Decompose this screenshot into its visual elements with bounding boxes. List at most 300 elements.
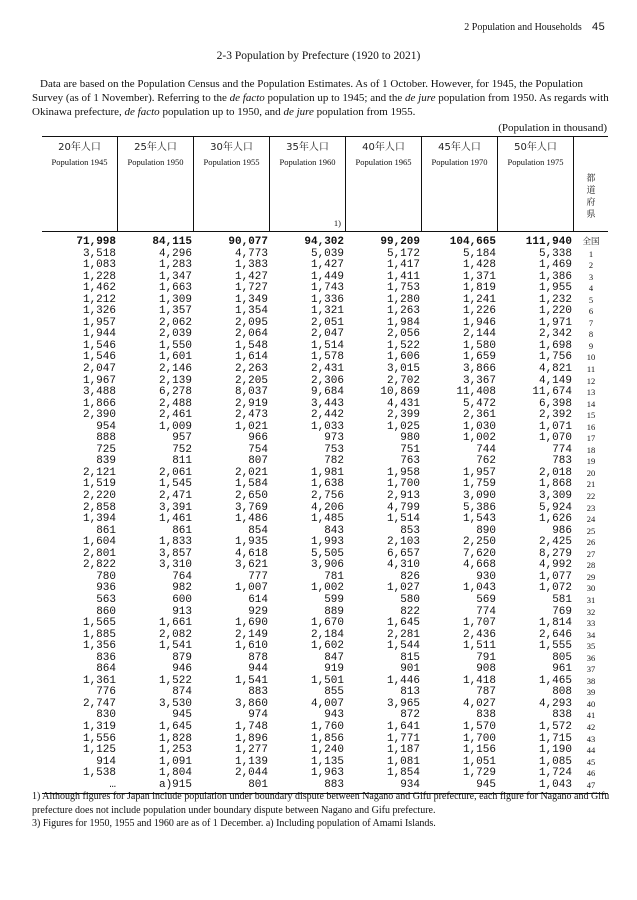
column-header: [118, 137, 194, 231]
population-cell: 1,072: [538, 582, 572, 595]
population-cell: 580: [400, 593, 420, 606]
prefecture-code: 47: [586, 779, 596, 790]
population-cell: 1,546: [82, 351, 116, 364]
population-cell: 600: [172, 593, 192, 606]
population-cell: 1,645: [158, 720, 192, 733]
population-cell: 1,263: [386, 305, 420, 318]
section-title: 2 Population and Households: [464, 22, 582, 33]
population-cell: 1,190: [538, 744, 572, 757]
population-cell: 1,212: [82, 293, 116, 306]
population-cell: 2,361: [462, 409, 496, 422]
population-cell: 3,530: [158, 697, 192, 710]
population-cell: 2,039: [158, 328, 192, 341]
intro-dejure-2: de jure: [283, 106, 314, 118]
population-cell: 2,306: [310, 374, 344, 387]
prefecture-code: 20: [586, 467, 596, 478]
prefecture-code: 44: [586, 745, 596, 756]
population-cell: 1,957: [82, 316, 116, 329]
population-cell: 1,241: [462, 293, 496, 306]
population-cell: 1,081: [386, 755, 420, 768]
population-cell: 1,394: [82, 513, 116, 526]
column-header-en: Population 1950: [127, 157, 184, 167]
population-cell: 1,336: [310, 293, 344, 306]
population-cell: 10,869: [380, 386, 420, 399]
population-cell: 1,541: [158, 640, 192, 653]
population-cell: 1,645: [386, 617, 420, 630]
population-cell: 1,386: [538, 270, 572, 283]
population-cell: 1,139: [234, 755, 268, 768]
population-cell: 1,661: [158, 617, 192, 630]
prefecture-code: 9: [588, 340, 594, 351]
intro-dejure-1: de jure: [405, 92, 436, 104]
population-cell: 879: [172, 651, 192, 664]
population-cell: 1,357: [158, 305, 192, 318]
population-cell: 3,367: [462, 374, 496, 387]
population-cell: 104,665: [449, 236, 496, 248]
prefecture-code: 36: [586, 652, 596, 663]
population-cell: 1,349: [234, 293, 268, 306]
population-cell: 1,856: [310, 732, 344, 745]
population-cell: 1,125: [82, 744, 116, 757]
population-cell: 864: [96, 663, 116, 676]
population-cell: 5,472: [462, 397, 496, 410]
population-cell: 930: [476, 570, 496, 583]
population-cell: 1,981: [310, 466, 344, 479]
population-cell: 1,957: [462, 466, 496, 479]
population-cell: 1,743: [310, 282, 344, 295]
prefecture-code: 31: [586, 594, 596, 605]
population-cell: 791: [476, 651, 496, 664]
population-cell: 2,205: [234, 374, 268, 387]
population-cell: 2,051: [310, 316, 344, 329]
population-cell: 2,801: [82, 547, 116, 560]
population-cell: 874: [172, 686, 192, 699]
population-cell: 1,277: [234, 744, 268, 757]
population-cell: 6,398: [538, 397, 572, 410]
population-cell: 2,184: [310, 628, 344, 641]
population-cell: 599: [324, 593, 344, 606]
population-cell: 2,822: [82, 559, 116, 572]
population-cell: 776: [96, 686, 116, 699]
population-cell: 753: [324, 443, 344, 456]
population-cell: 4,293: [538, 697, 572, 710]
population-cell: 5,172: [386, 247, 420, 260]
footnotes: [32, 790, 612, 831]
prefecture-code: 22: [586, 491, 596, 502]
population-cell: 1,007: [234, 582, 268, 595]
population-cell: 11,674: [532, 386, 572, 399]
population-cell: 5,386: [462, 501, 496, 514]
population-cell: 1,641: [386, 720, 420, 733]
population-cell: 787: [476, 686, 496, 699]
population-cell: 1,804: [158, 767, 192, 780]
population-cell: 1,427: [234, 270, 268, 283]
population-cell: 954: [96, 420, 116, 433]
column-header-jp: 30年人口: [210, 142, 253, 153]
population-cell: 2,056: [386, 328, 420, 341]
population-cell: 4,296: [158, 247, 192, 260]
population-cell: 2,392: [538, 409, 572, 422]
intro-paragraph: [32, 77, 612, 119]
population-cell: 1,638: [310, 478, 344, 491]
population-cell: 781: [324, 570, 344, 583]
population-cell: 2,756: [310, 490, 344, 503]
population-cell: 1,663: [158, 282, 192, 295]
prefecture-code: 39: [586, 687, 596, 698]
population-cell: 854: [248, 524, 268, 537]
population-cell: 3,518: [82, 247, 116, 260]
population-cell: 860: [96, 605, 116, 618]
population-cell: 1,963: [310, 767, 344, 780]
population-cell: 1,541: [234, 674, 268, 687]
population-cell: 1,326: [82, 305, 116, 318]
population-cell: 929: [248, 605, 268, 618]
prefecture-code: 17: [586, 433, 596, 444]
population-cell: 1,724: [538, 767, 572, 780]
population-cell: 836: [96, 651, 116, 664]
prefecture-code: 15: [586, 410, 596, 421]
population-cell: 1,071: [538, 420, 572, 433]
population-cell: 1,556: [82, 732, 116, 745]
population-cell: 1,690: [234, 617, 268, 630]
prefecture-code: 35: [586, 641, 596, 652]
population-cell: 901: [400, 663, 420, 676]
population-cell: 878: [248, 651, 268, 664]
population-cell: 1,025: [386, 420, 420, 433]
population-cell: 1,814: [538, 617, 572, 630]
population-cell: 1,319: [82, 720, 116, 733]
population-cell: 3,965: [386, 697, 420, 710]
population-cell: 763: [400, 455, 420, 468]
population-cell: 1,187: [386, 744, 420, 757]
prefecture-code: 33: [586, 618, 596, 629]
population-cell: 1,727: [234, 282, 268, 295]
prefecture-code: 34: [586, 629, 596, 640]
population-cell: 3,860: [234, 697, 268, 710]
column-header-en: Population 1965: [355, 157, 412, 167]
prefecture-code: 11: [586, 364, 596, 375]
prefecture-code: 23: [586, 502, 596, 513]
column-header-jp: 45年人口: [438, 142, 481, 153]
population-cell: 961: [552, 663, 572, 676]
population-cell: 815: [400, 651, 420, 664]
population-cell: 2,146: [158, 363, 192, 376]
population-cell: 90,077: [228, 236, 268, 248]
population-cell: 1,469: [538, 259, 572, 272]
population-cell: 826: [400, 570, 420, 583]
population-cell: 774: [476, 605, 496, 618]
population-cell: 1,993: [310, 536, 344, 549]
population-cell: 1,570: [462, 720, 496, 733]
population-cell: 1,228: [82, 270, 116, 283]
population-cell: 1,427: [310, 259, 344, 272]
population-table: [42, 136, 608, 794]
population-cell: 6,278: [158, 386, 192, 399]
population-cell: 1,543: [462, 513, 496, 526]
population-cell: 1,971: [538, 316, 572, 329]
prefecture-code: 25: [586, 525, 596, 536]
intro-text-2: population up to 1945; and the: [264, 92, 406, 104]
prefecture-header: [574, 137, 608, 231]
population-cell: 1,771: [386, 732, 420, 745]
column-header-jp: 50年人口: [514, 142, 557, 153]
population-cell: 4,668: [462, 559, 496, 572]
prefecture-code: 全国: [582, 237, 600, 247]
table-row: [42, 641, 608, 653]
population-cell: 986: [552, 524, 572, 537]
population-cell: 1,027: [386, 582, 420, 595]
population-cell: 1,544: [386, 640, 420, 653]
population-cell: 2,121: [82, 466, 116, 479]
prefecture-code: 37: [586, 664, 596, 675]
population-cell: 2,018: [538, 466, 572, 479]
population-cell: 883: [324, 778, 344, 791]
prefecture-code: 12: [586, 375, 596, 386]
population-cell: 4,310: [386, 559, 420, 572]
population-cell: 1,428: [462, 259, 496, 272]
prefecture-code: 29: [586, 571, 596, 582]
population-cell: 769: [552, 605, 572, 618]
population-cell: 5,505: [310, 547, 344, 560]
column-header-en: Population 1975: [507, 157, 564, 167]
population-cell: 752: [172, 443, 192, 456]
column-header-en: Population 1970: [431, 157, 488, 167]
column-header-en: Population 1945: [51, 157, 108, 167]
population-cell: 1,091: [158, 755, 192, 768]
prefecture-code: 45: [586, 756, 596, 767]
population-cell: 3,015: [386, 363, 420, 376]
population-cell: 563: [96, 593, 116, 606]
population-cell: 1,604: [82, 536, 116, 549]
population-cell: 889: [324, 605, 344, 618]
footnote: 3) Figures for 1950, 1955 and 1960 are as of 1 December. a) Including population of Amami Islands.: [32, 818, 436, 829]
population-cell: 945: [172, 709, 192, 722]
population-cell: 2,473: [234, 409, 268, 422]
population-cell: 2,044: [234, 767, 268, 780]
column-header: [194, 137, 270, 231]
population-cell: 2,263: [234, 363, 268, 376]
population-cell: 914: [96, 755, 116, 768]
table-row: [42, 768, 608, 780]
population-cell: 4,618: [234, 547, 268, 560]
prefecture-code: 16: [586, 421, 596, 432]
population-cell: 1,698: [538, 339, 572, 352]
population-cell: 1,002: [462, 432, 496, 445]
population-cell: 1,417: [386, 259, 420, 272]
population-cell: 1,083: [82, 259, 116, 272]
population-cell: 1,601: [158, 351, 192, 364]
population-cell: 2,250: [462, 536, 496, 549]
population-cell: 1,253: [158, 744, 192, 757]
population-cell: 7,620: [462, 547, 496, 560]
population-cell: 581: [552, 593, 572, 606]
population-cell: 1,896: [234, 732, 268, 745]
population-cell: 861: [172, 524, 192, 537]
population-cell: 1,868: [538, 478, 572, 491]
prefecture-code: 4: [588, 283, 594, 294]
population-cell: 1,854: [386, 767, 420, 780]
population-cell: 1,371: [462, 270, 496, 283]
unit-label: (Population in thousand): [498, 122, 607, 134]
population-cell: 2,061: [158, 466, 192, 479]
population-cell: 6,657: [386, 547, 420, 560]
population-cell: 2,149: [234, 628, 268, 641]
population-cell: 946: [172, 663, 192, 676]
population-cell: 1,760: [310, 720, 344, 733]
population-cell: 2,064: [234, 328, 268, 341]
population-cell: 1,220: [538, 305, 572, 318]
table-row: [42, 722, 608, 734]
population-cell: 111,940: [525, 236, 572, 248]
table-row: [42, 514, 608, 526]
population-cell: 1,085: [538, 755, 572, 768]
population-cell: 805: [552, 651, 572, 664]
prefecture-code: 3: [588, 271, 594, 282]
population-cell: 1,555: [538, 640, 572, 653]
population-cell: 1,051: [462, 755, 496, 768]
population-cell: 780: [96, 570, 116, 583]
population-cell: 1,584: [234, 478, 268, 491]
population-cell: 1,383: [234, 259, 268, 272]
population-cell: 872: [400, 709, 420, 722]
population-cell: 1,021: [234, 420, 268, 433]
population-cell: 2,442: [310, 409, 344, 422]
population-cell: 2,919: [234, 397, 268, 410]
population-cell: 1,578: [310, 351, 344, 364]
population-cell: 1,519: [82, 478, 116, 491]
population-cell: 1,610: [234, 640, 268, 653]
column-header-jp: 40年人口: [362, 142, 405, 153]
population-cell: 980: [400, 432, 420, 445]
population-cell: 807: [248, 455, 268, 468]
population-cell: 808: [552, 686, 572, 699]
intro-text-1: Data are based on the Population Census and the Population Estimates. As of 1 October. However, for 1945, the Population Survey (as of 1 November). Referring to the: [32, 78, 584, 104]
population-cell: 1,009: [158, 420, 192, 433]
population-cell: 1,819: [462, 282, 496, 295]
population-cell: 5,338: [538, 247, 572, 260]
prefecture-code: 27: [586, 548, 596, 559]
population-cell: 5,924: [538, 501, 572, 514]
population-cell: 1,347: [158, 270, 192, 283]
population-cell: 783: [552, 455, 572, 468]
population-cell: 811: [172, 455, 192, 468]
population-cell: 1,759: [462, 478, 496, 491]
population-cell: 919: [324, 663, 344, 676]
population-cell: 1,462: [82, 282, 116, 295]
population-cell: 2,139: [158, 374, 192, 387]
population-cell: 5,039: [310, 247, 344, 260]
population-cell: 1,944: [82, 328, 116, 341]
population-cell: 801: [248, 778, 268, 791]
table-title: 2-3 Population by Prefecture (1920 to 2021): [216, 50, 421, 62]
page-header: [464, 22, 607, 35]
population-cell: 3,090: [462, 490, 496, 503]
population-cell: 1,411: [386, 270, 420, 283]
population-cell: 1,030: [462, 420, 496, 433]
population-cell: 4,027: [462, 697, 496, 710]
population-cell: 2,646: [538, 628, 572, 641]
population-cell: 1,958: [386, 466, 420, 479]
population-cell: 3,906: [310, 559, 344, 572]
population-cell: 2,047: [310, 328, 344, 341]
population-cell: 1,729: [462, 767, 496, 780]
population-cell: 1,748: [234, 720, 268, 733]
intro-defacto-1: de facto: [229, 92, 265, 104]
population-cell: 830: [96, 709, 116, 722]
population-cell: 908: [476, 663, 496, 676]
population-cell: 2,342: [538, 328, 572, 341]
prefecture-code: 24: [586, 514, 596, 525]
prefecture-code: 5: [588, 294, 594, 305]
population-cell: 2,425: [538, 536, 572, 549]
population-cell: 1,700: [462, 732, 496, 745]
population-cell: 1,232: [538, 293, 572, 306]
population-cell: 1,885: [82, 628, 116, 641]
footnote: 1) Although figures for Japan include population under boundary dispute between Nagano and Gifu prefecture, each figure for Nagano and Gifu prefecture does not include population under boundary dispute between Nagano and Gifu prefecture.: [32, 791, 610, 816]
population-cell: 982: [172, 582, 192, 595]
population-cell: 1,465: [538, 674, 572, 687]
population-cell: 4,007: [310, 697, 344, 710]
population-cell: 9,684: [310, 386, 344, 399]
population-cell: 1,984: [386, 316, 420, 329]
table-row: [42, 387, 608, 399]
prefecture-code: 46: [586, 768, 596, 779]
population-cell: 2,858: [82, 501, 116, 514]
population-cell: 1,522: [158, 674, 192, 687]
population-cell: 822: [400, 605, 420, 618]
population-cell: 1,511: [462, 640, 496, 653]
table-row: [42, 260, 608, 272]
prefecture-code: 40: [586, 698, 596, 709]
page-number: 45: [591, 22, 605, 34]
population-cell: 1,309: [158, 293, 192, 306]
population-cell: 1,356: [82, 640, 116, 653]
population-cell: 1,946: [462, 316, 496, 329]
population-cell: 614: [248, 593, 268, 606]
population-cell: 1,043: [538, 778, 572, 791]
population-cell: 1,670: [310, 617, 344, 630]
prefecture-code: 18: [586, 444, 596, 455]
population-cell: 1,226: [462, 305, 496, 318]
population-cell: 782: [324, 455, 344, 468]
population-cell: 1,866: [82, 397, 116, 410]
population-cell: 1,538: [82, 767, 116, 780]
population-cell: 1,756: [538, 351, 572, 364]
population-cell: 2,913: [386, 490, 420, 503]
population-cell: 84,115: [152, 236, 192, 248]
table-row: [42, 364, 608, 376]
population-cell: 774: [552, 443, 572, 456]
population-cell: 2,220: [82, 490, 116, 503]
population-cell: 1,485: [310, 513, 344, 526]
population-cell: 99,209: [380, 236, 420, 248]
prefecture-header-label: 都道府県: [586, 174, 596, 220]
population-cell: 1,446: [386, 674, 420, 687]
prefecture-code: 30: [586, 583, 596, 594]
population-cell: 1,545: [158, 478, 192, 491]
population-cell: 847: [324, 651, 344, 664]
population-cell: 1,135: [310, 755, 344, 768]
population-cell: 1,280: [386, 293, 420, 306]
population-cell: 813: [400, 686, 420, 699]
population-cell: 8,279: [538, 547, 572, 560]
population-cell: 853: [400, 524, 420, 537]
prefecture-code: 7: [588, 317, 594, 328]
population-cell: 1,606: [386, 351, 420, 364]
population-cell: 1,354: [234, 305, 268, 318]
population-cell: 725: [96, 443, 116, 456]
column-header: [42, 137, 118, 231]
